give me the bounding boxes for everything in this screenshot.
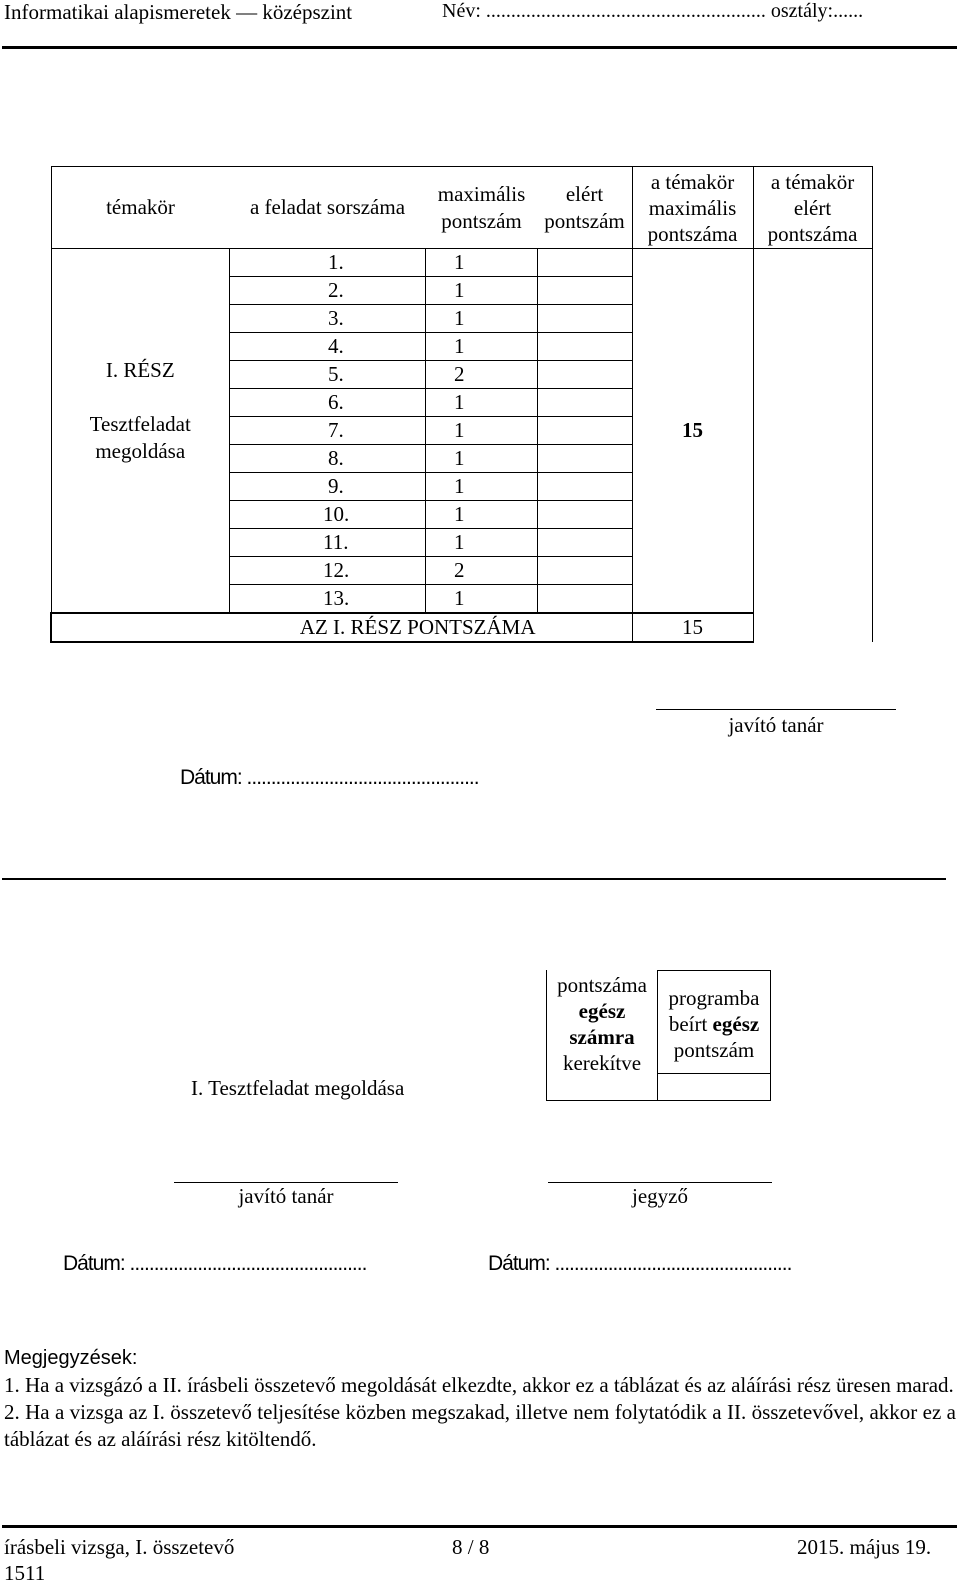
task-earned[interactable] [538, 249, 633, 277]
task-earned[interactable] [538, 473, 633, 501]
footer-code: 1511 [4, 1561, 46, 1585]
task-earned[interactable] [538, 333, 633, 361]
teacher-signature-line[interactable] [174, 1182, 398, 1183]
score-table [50, 166, 873, 643]
signature-label: javító tanár [728, 713, 824, 737]
total-value: 15 [632, 613, 753, 642]
task-earned[interactable] [538, 389, 633, 417]
col-header-task-no: a feladat sorszáma [230, 167, 426, 249]
col-header-topic: témakör [51, 167, 230, 249]
section-divider [2, 878, 946, 880]
row-label: I. Tesztfeladat megoldása [191, 1076, 405, 1100]
task-no: 13. [230, 585, 426, 614]
task-earned[interactable] [538, 277, 633, 305]
total-label: AZ I. RÉSZ PONTSZÁMA [51, 613, 538, 642]
task-earned[interactable] [538, 445, 633, 473]
task-no: 3. [230, 305, 426, 333]
col-header-earned: elért pontszám [538, 167, 633, 249]
col-header-topic-max: a témakör maximális pontszáma [632, 167, 753, 249]
task-max: 1 [426, 417, 538, 445]
notary-signature-label: jegyző [632, 1184, 688, 1208]
task-no: 9. [230, 473, 426, 501]
topic-earned-value[interactable] [753, 249, 872, 643]
task-max: 1 [426, 249, 538, 277]
task-no: 6. [230, 389, 426, 417]
total-earned[interactable] [538, 613, 633, 642]
task-earned[interactable] [538, 585, 633, 614]
task-earned[interactable] [538, 361, 633, 389]
task-no: 7. [230, 417, 426, 445]
footer-divider [2, 1525, 957, 1528]
notary-date-field[interactable]: Dátum: ................................................. [488, 1252, 792, 1275]
section-title: I. RÉSZ [105, 358, 175, 382]
signature-line[interactable] [656, 709, 896, 710]
task-no: 4. [230, 333, 426, 361]
col-header-topic-earned: a témakör elért pontszáma [753, 167, 872, 249]
task-max: 1 [426, 445, 538, 473]
program-score-cell [658, 970, 771, 1101]
task-no: 11. [230, 529, 426, 557]
header-divider [2, 46, 957, 49]
task-max: 1 [426, 585, 538, 614]
teacher-date-field[interactable]: Dátum: ................................................. [63, 1252, 367, 1275]
topic-max-value: 15 [632, 249, 753, 614]
task-no: 5. [230, 361, 426, 389]
task-max: 1 [426, 473, 538, 501]
note-item: 1. Ha a vizsgázó a II. írásbeli összetevő megoldását elkezdte, akkor ez a táblázat és az aláírási rész üresen marad. [4, 1373, 954, 1397]
task-no: 12. [230, 557, 426, 585]
section-cell: I. RÉSZ Tesztfeladat megoldása [51, 249, 230, 614]
task-max: 1 [426, 333, 538, 361]
task-earned[interactable] [538, 417, 633, 445]
header-right: Név: ........................................................ osztály:...... [442, 0, 864, 22]
task-earned[interactable] [538, 305, 633, 333]
notes-section [4, 1345, 956, 1453]
header-left: Informatikai alapismeretek — középszint [4, 0, 353, 24]
task-max: 1 [426, 305, 538, 333]
footer-page: 8 / 8 [452, 1535, 490, 1559]
rounded-score-header: pontszáma egész számra kerekítve [547, 970, 658, 1101]
task-no: 2. [230, 277, 426, 305]
summary-table [546, 970, 771, 1101]
task-earned[interactable] [538, 501, 633, 529]
note-item: 2. Ha a vizsga az I. összetevő teljesítése közben megszakad, illetve nem folytatódik a II. összetevővel, akkor ez a táblázat és az aláírási rész kitöltendő. [4, 1400, 956, 1451]
date-field[interactable]: Dátum: ................................................ [180, 766, 479, 789]
footer-date: 2015. május 19. [797, 1535, 932, 1559]
task-earned[interactable] [538, 529, 633, 557]
task-no: 1. [230, 249, 426, 277]
task-no: 8. [230, 445, 426, 473]
task-max: 1 [426, 389, 538, 417]
task-max: 2 [426, 361, 538, 389]
task-max: 1 [426, 277, 538, 305]
task-earned[interactable] [538, 557, 633, 585]
task-max: 1 [426, 501, 538, 529]
teacher-signature-label: javító tanár [238, 1184, 334, 1208]
notary-signature-line[interactable] [548, 1182, 772, 1183]
task-max: 1 [426, 529, 538, 557]
program-score-value[interactable] [658, 1074, 770, 1100]
task-max: 2 [426, 557, 538, 585]
col-header-max-points: maximális pontszám [426, 167, 538, 249]
task-no: 10. [230, 501, 426, 529]
footer-left: írásbeli vizsga, I. összetevő [4, 1535, 235, 1559]
program-score-header: programba beírt egész pontszám [658, 970, 770, 1074]
notes-title: Megjegyzések: [4, 1347, 138, 1369]
